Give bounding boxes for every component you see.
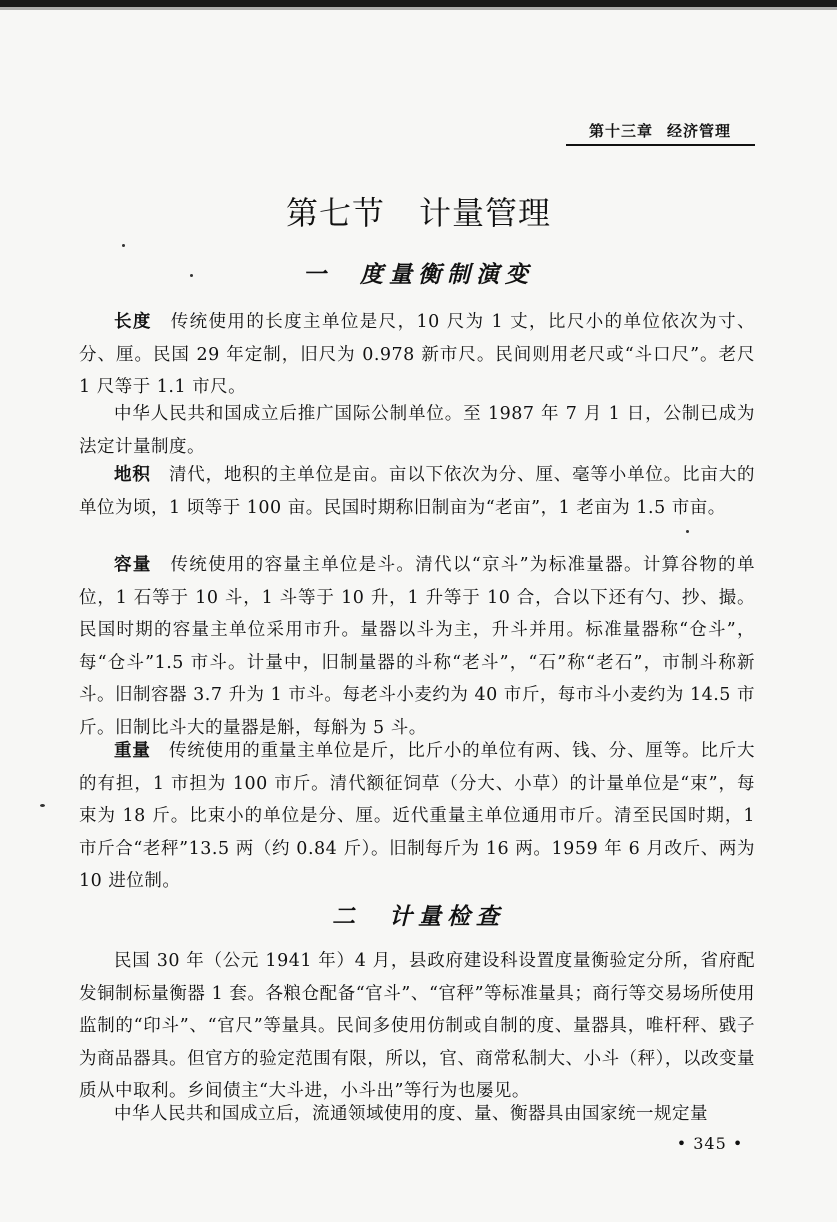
paragraph-capacity — [79, 549, 755, 744]
paragraph-inspection — [79, 945, 755, 1108]
scan-speck — [122, 244, 125, 247]
paragraph-text: 清代，地积的主单位是亩。亩以下依次为分、厘、毫等小单位。比亩大的单位为顷，1 顷等于 100 亩。民国时期称旧制亩为“老亩”，1 老亩为 1.5 市亩。 — [79, 465, 756, 518]
subsection-number: 二 — [332, 903, 361, 930]
header-rule — [566, 144, 755, 146]
subsection-title: 度量衡制演变 — [360, 261, 534, 288]
paragraph-text: 中华人民共和国成立后，流通领域使用的度、量、衡器具由国家统一规定量 — [114, 1104, 708, 1124]
subsection-number: 一 — [303, 261, 332, 288]
subsection-heading-1 — [0, 256, 837, 289]
section-title — [0, 188, 837, 234]
subsection-title: 计量检查 — [389, 903, 505, 930]
section-name: 计量管理 — [419, 194, 552, 232]
scan-top-edge — [0, 0, 837, 7]
scan-top-shadow — [0, 7, 837, 10]
chapter-number: 第十三章 — [588, 122, 653, 140]
paragraph-land-area — [79, 459, 755, 524]
section-number: 第七节 — [285, 194, 385, 232]
paragraph-term: 重量 — [114, 741, 151, 761]
scan-speck — [190, 274, 193, 277]
paragraph-text: 传统使用的长度主单位是尺，10 尺为 1 丈，比尺小的单位依次为寸、分、厘。民国 29 年定制，旧尺为 0.978 新市尺。民间则用老尺或“斗口尺”。老尺 1 尺等于 1.1 市尺。 — [79, 312, 755, 397]
paragraph-weight — [79, 735, 755, 898]
paragraph-text: 传统使用的重量主单位是斤，比斤小的单位有两、钱、分、厘等。比斤大的有担，1 市担为 100 市斤。清代额征饲草（分大、小草）的计量单位是“束”，每束为 18 斤。比束小的单位是分、厘。近代重量主单位通用市斤。清至民国时期，1 市斤合“老秤”13.5 两（约 0.84 斤）。旧制每斤为 16 两。1959 年 6 月改斤、两为 10 进位制。 — [79, 741, 756, 891]
paragraph-length — [79, 306, 755, 404]
paragraph-text: 传统使用的容量主单位是斗。清代以“京斗”为标准量器。计算谷物的单位，1 石等于 10 斗，1 斗等于 10 升，1 升等于 10 合，合以下还有勺、抄、撮。民国时期的容量主单位采用市升。量器以斗为主，升斗并用。标准量器称“仓斗”，每“仓斗”1.5 市斗。计量中，旧制量器的斗称“老斗”，“石”称“老石”，市制斗称新斗。旧制容器 3.7 升为 1 市斗。每老斗小麦约为 40 市斤，每市斗小麦约为 14.5 市斤。旧制比斗大的量器是斛，每斛为 5 斗。 — [79, 555, 755, 738]
paragraph-term: 长度 — [114, 312, 152, 332]
page-number: • 345 • — [676, 1134, 744, 1153]
subsection-heading-2 — [0, 898, 837, 931]
running-header — [566, 120, 754, 141]
scan-speck — [40, 804, 45, 807]
paragraph-term: 容量 — [114, 555, 152, 575]
scan-speck — [686, 530, 689, 533]
paragraph-prc-standard — [79, 1098, 755, 1131]
paragraph-term: 地积 — [114, 465, 151, 485]
chapter-title: 经济管理 — [667, 122, 732, 140]
paragraph-text: 中华人民共和国成立后推广国际公制单位。至 1987 年 7 月 1 日，公制已成为法定计量制度。 — [79, 404, 755, 457]
paragraph-text: 民国 30 年（公元 1941 年）4 月，县政府建设科设置度量衡验定分所，省府配发铜制标量衡器 1 套。各粮仓配备“官斗”、“官秤”等标准量具；商行等交易场所使用监制的“印斗”、“官尺”等量具。民间多使用仿制或自制的度、量器具，唯杆秤、戥子为商品器具。但官方的验定范围有限，所以，官、商常私制大、小斗（秤），以改变量质从中取利。乡间债主“大斗进，小斗出”等行为也屡见。 — [79, 951, 755, 1101]
paragraph-metric — [79, 398, 755, 463]
